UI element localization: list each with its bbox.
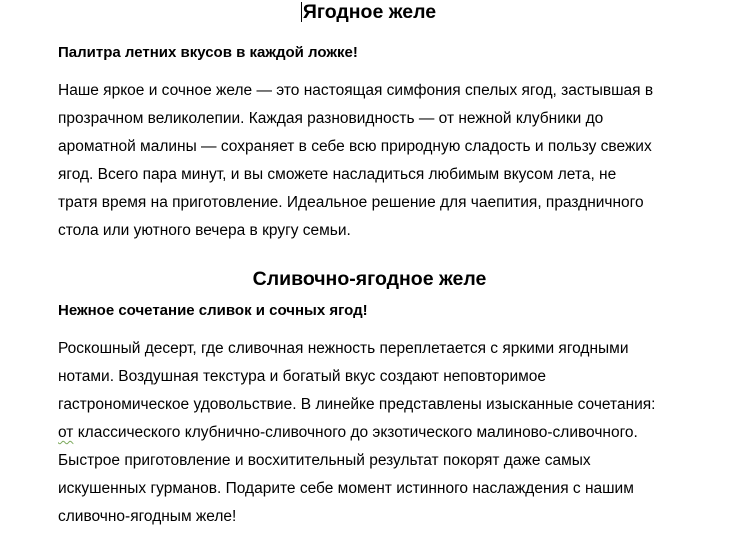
spellcheck-marked-word[interactable]: от (58, 424, 74, 441)
section-1-paragraph (58, 77, 698, 245)
paragraph-line: сливочно-ягодным желе! (58, 508, 237, 525)
paragraph-line (58, 419, 698, 447)
section-2-title: Сливочно-ягодное желе (252, 268, 487, 290)
section-2-subtitle: Нежное сочетание сливок и сочных ягод! (58, 302, 368, 319)
paragraph-line: Наше яркое и сочное желе — это настоящая симфония спелых ягод, застывшая в (58, 82, 654, 99)
paragraph-line: искушенных гурманов. Подарите себе момент истинного наслаждения с нашим (58, 480, 634, 497)
paragraph-line: гастрономическое удовольствие. В линейке представлены изысканные сочетания: (58, 396, 656, 413)
section-1-subtitle: Палитра летних вкусов в каждой ложке! (58, 44, 358, 61)
paragraph-line: тратя время на приготовление. Идеальное решение для чаепития, праздничного (58, 194, 644, 211)
text-cursor (301, 2, 302, 22)
paragraph-line-rest: классического клубнично-сливочного до экзотического малиново-сливочного. (73, 424, 638, 441)
section-1-title: Ягодное желе (302, 1, 437, 23)
paragraph-line: ягод. Всего пара минут, и вы сможете насладиться любимым вкусом лета, не (58, 166, 617, 183)
paragraph-line: Быстрое приготовление и восхитительный результат покорят даже самых (58, 452, 591, 469)
paragraph-line: стола или уютного вечера в кругу семьи. (58, 222, 351, 239)
paragraph-line: ароматной малины — сохраняет в себе всю природную сладость и пользу свежих (58, 138, 652, 155)
paragraph-line: прозрачном великолепии. Каждая разновидность — от нежной клубники до (58, 110, 604, 127)
paragraph-line: нотами. Воздушная текстура и богатый вкус создают неповторимое (58, 368, 547, 385)
paragraph-line: Роскошный десерт, где сливочная нежность переплетается с яркими ягодными (58, 340, 629, 357)
section-2-paragraph (58, 335, 698, 531)
